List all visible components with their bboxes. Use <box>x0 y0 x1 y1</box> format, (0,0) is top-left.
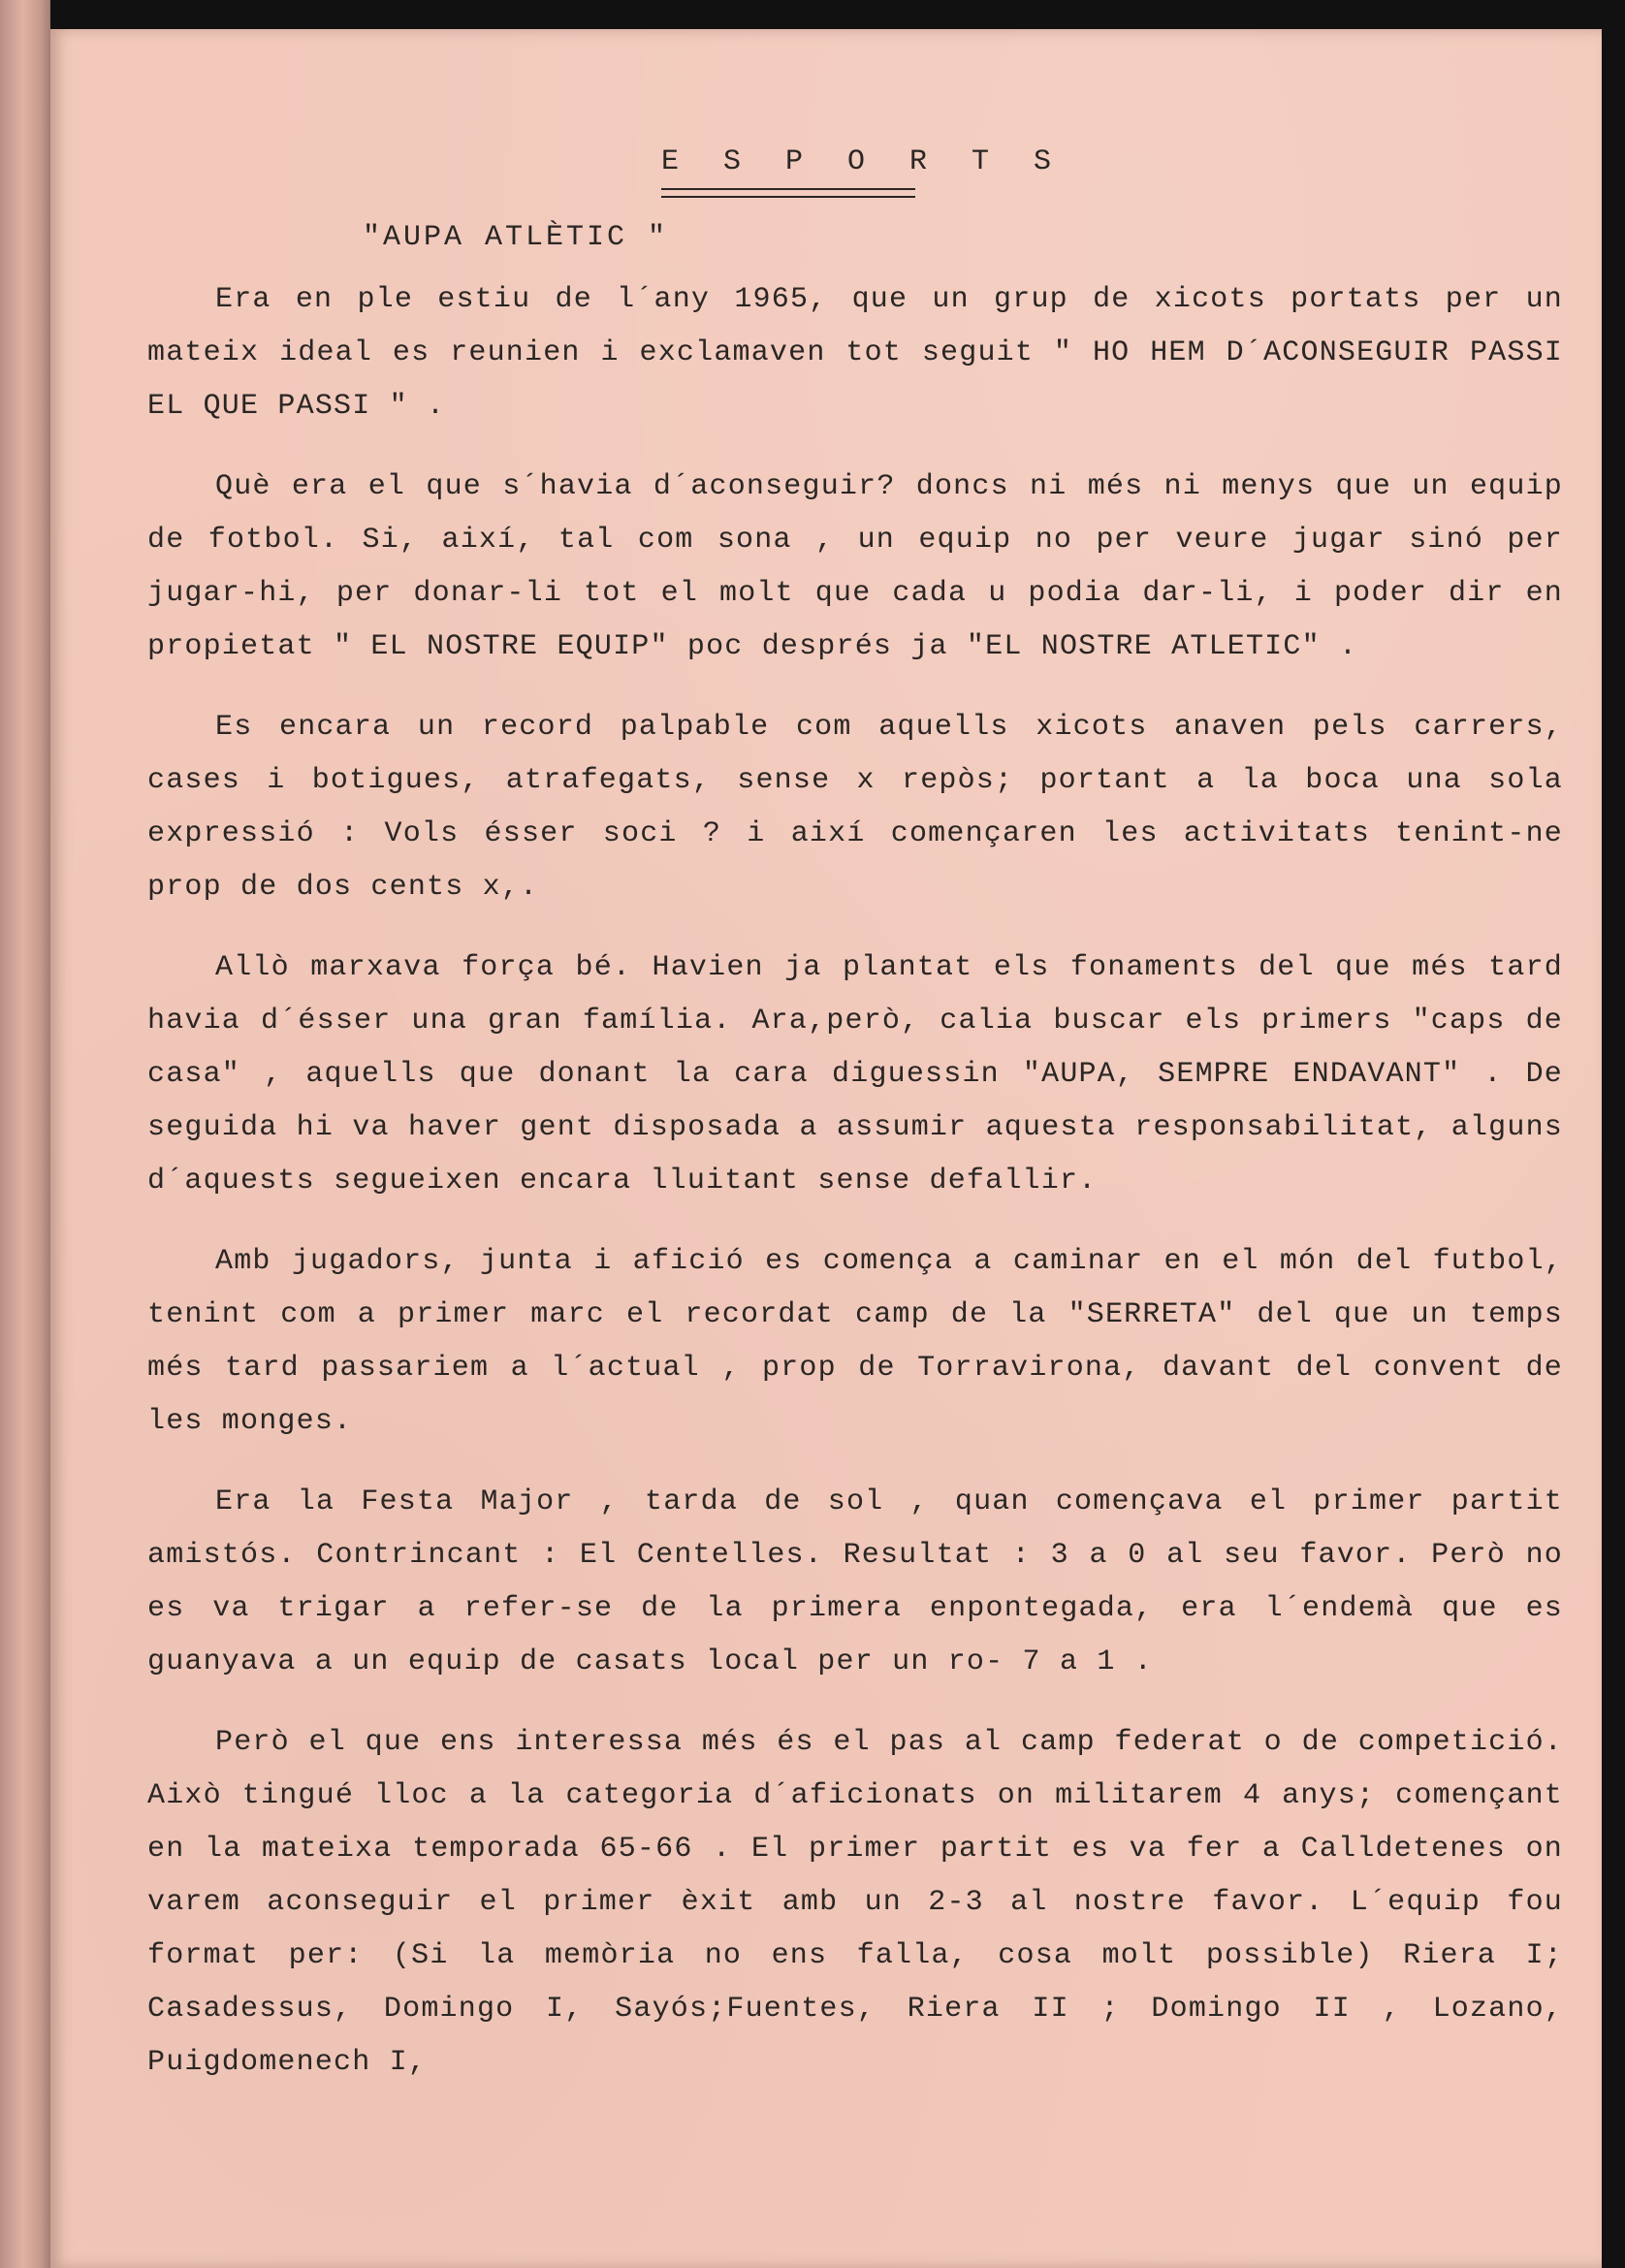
article-body <box>147 145 1563 2090</box>
paragraph-3: Es encara un record palpable com aquells xicots anaven pels carrers, cases i botigues, atrafegats, sense x repòs; portant a la boca una sola expressió : Vols ésser soci ? i així començaren les activitats tenint-ne prop de dos cents x,. <box>147 711 1563 904</box>
paragraph-2: Què era el que s´havia d´aconseguir? doncs ni més ni menys que un equip de fotbol. Si, així, tal com sona , un equip no per veure jugar sinó per jugar-hi, per donar-li tot el molt que cada u podia dar-li, i poder dir en propietat " EL NOSTRE EQUIP" poc després ja "EL NOSTRE ATLETIC" . <box>147 470 1563 663</box>
article-title: "AUPA ATLÈTIC " <box>363 221 669 254</box>
paragraph-7: Però el que ens interessa més és el pas al camp federat o de competició. Això tingué lloc a la categoria d´aficionats on militarem 4 anys; començant en la mateixa temporada 65-66 . El primer partit es va fer a Calldetenes on varem aconseguir el primer èxit amb un 2-3 al nostre favor. L´equip fou format per: (Si la memòria no ens falla, cosa molt possible) Riera I; Casadessus, Domingo I, Sayós;Fuentes, Riera II ; Domingo II , Lozano, Puigdomenech I, <box>147 1726 1563 2079</box>
paragraph-4: Allò marxava força bé. Havien ja plantat els fonaments del que més tard havia d´ésser una gran família. Ara,però, calia buscar els primers "caps de casa" , aquells que donant la cara diguessin "AUPA, SEMPRE ENDAVANT" . De seguida hi va haver gent disposada a assumir aquesta responsabilitat, alguns d´aquests segueixen encara lluitant sense defallir. <box>147 951 1563 1198</box>
paragraph-5: Amb jugadors, junta i afició es comença a caminar en el món del futbol, tenint com a primer marc el recordat camp de la "SERRETA" del que un temps més tard passariem a l´actual , prop de Torravirona, davant del convent de les monges. <box>147 1245 1563 1438</box>
heading-double-underline <box>661 188 915 198</box>
document-page <box>50 29 1602 2268</box>
section-heading: E S P O R T S <box>661 145 1066 178</box>
paragraph-6: Era la Festa Major , tarda de sol , quan començava el primer partit amistós. Contrincant : El Centelles. Resultat : 3 a 0 al seu favor. Però no es va trigar a refer-se de la primera enpontegada, era l´endemà que es guanyava a un equip de casats local per un ro- 7 a 1 . <box>147 1485 1563 1678</box>
left-page-edge <box>0 0 50 2268</box>
paragraph-1: Era en ple estiu de l´any 1965, que un grup de xicots portats per un mateix ideal es reunien i exclamaven tot seguit " HO HEM D´ACONSEGUIR PASSI EL QUE PASSI " . <box>147 283 1563 423</box>
